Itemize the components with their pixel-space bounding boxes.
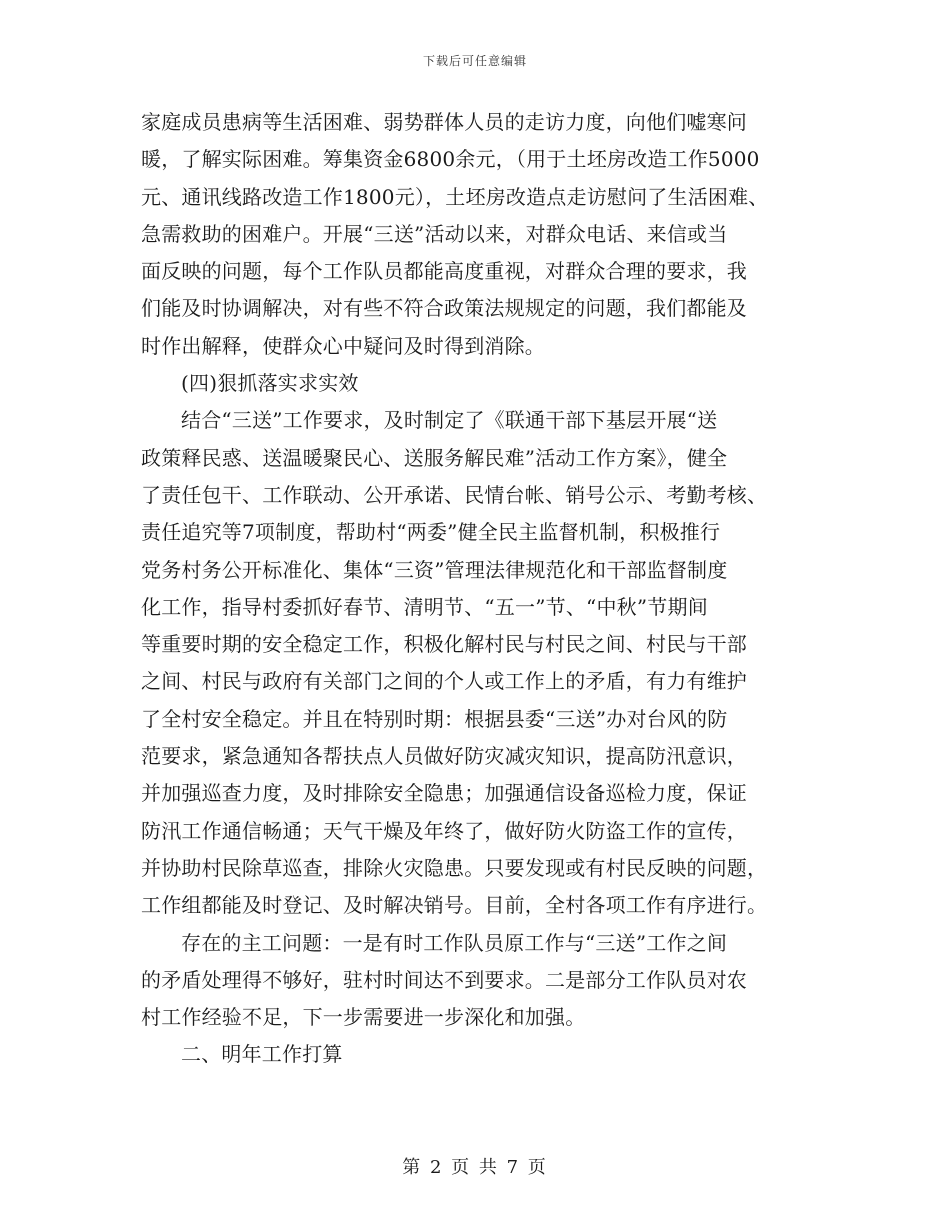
text-line: 之间、村民与政府有关部门之间的个人或工作上的矛盾，有力有维护: [141, 669, 747, 694]
text-line: 责任追究等7项制度，帮助村“两委”健全民主监督机制，积极推行: [141, 520, 721, 545]
text-line: 村工作经验不足，下一步需要进一步深化和加强。: [141, 1005, 586, 1030]
section-heading: (四)狠抓落实求实效: [181, 371, 359, 396]
text-line: 并协助村民除草巡查，排除火灾隐患。只要发现或有村民反映的问题，: [141, 855, 768, 880]
section-heading: 二、明年工作打算: [181, 1042, 343, 1067]
text-line: 等重要时期的安全稳定工作，积极化解村民与村民之间、村民与干部: [141, 632, 747, 657]
text-line: 范要求，紧急通知各帮扶点人员做好防灾减灾知识，提高防汛意识，: [141, 744, 747, 769]
text-line: 党务村务公开标准化、集体“三资”管理法律规范化和干部监督制度: [141, 557, 728, 582]
text-line: 存在的主工问题：一是有时工作队员原工作与“三送”工作之间: [181, 930, 728, 955]
document-body: [141, 104, 813, 1074]
text-line: 结合“三送”工作要求，及时制定了《联通干部下基层开展“送: [181, 408, 718, 433]
page-header: 下载后可任意编辑: [422, 54, 527, 68]
text-line: 暖，了解实际困难。筹集资金6800余元，（用于土坯房改造工作5000: [141, 147, 760, 172]
text-line: 防汛工作通信畅通；天气干燥及年终了，做好防火防盗工作的宣传，: [141, 818, 747, 843]
text-line: 并加强巡查力度，及时排除安全隐患；加强通信设备巡检力度，保证: [141, 781, 747, 806]
text-line: 面反映的问题，每个工作队员都能高度重视，对群众合理的要求，我: [141, 259, 747, 284]
page-footer: 第 2 页 共 7 页: [402, 1157, 548, 1178]
text-line: 时作出解释，使群众心中疑问及时得到消除。: [141, 333, 545, 358]
text-line: 们能及时协调解决，对有些不符合政策法规规定的问题，我们都能及: [141, 296, 747, 321]
text-line: 的矛盾处理得不够好，驻村时间达不到要求。二是部分工作队员对农: [141, 967, 747, 992]
text-line: 了责任包干、工作联动、公开承诺、民情台帐、销号公示、考勤考核、: [141, 482, 768, 507]
text-line: 工作组都能及时登记、及时解决销号。目前，全村各项工作有序进行。: [141, 893, 768, 918]
text-line: 了全村安全稳定。并且在特别时期：根据县委“三送”办对台风的防: [141, 706, 728, 731]
text-line: 政策释民惑、送温暖聚民心、送服务解民难”活动工作方案》，健全: [141, 445, 728, 470]
text-line: 家庭成员患病等生活困难、弱势群体人员的走访力度，向他们嘘寒问: [141, 110, 747, 134]
text-line: 化工作，指导村委抓好春节、清明节、“五一”节、“中秋”节期间: [141, 594, 708, 619]
text-line: 急需救助的困难户。开展“三送”活动以来，对群众电话、来信或当: [141, 221, 728, 246]
text-line: 元、通讯线路改造工作1800元），土坯房改造点走访慰问了生活困难、: [141, 184, 769, 209]
